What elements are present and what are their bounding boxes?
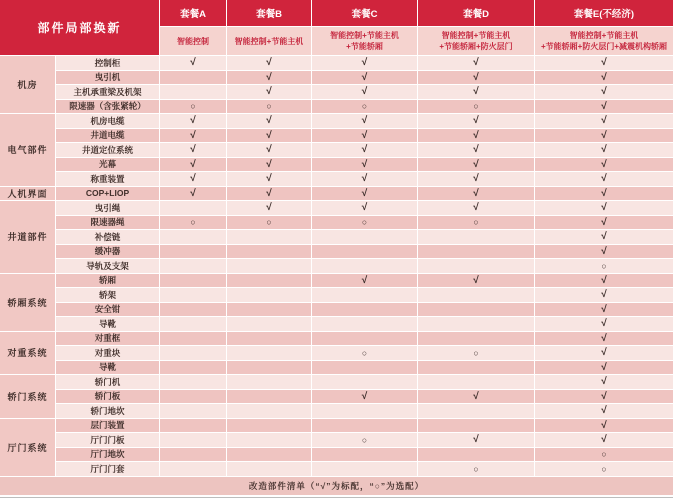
empty-mark: [418, 259, 534, 273]
empty-mark: [312, 303, 417, 317]
optional-mark: ○: [535, 448, 673, 462]
optional-mark: ○: [227, 100, 311, 114]
standard-mark: √: [418, 172, 534, 186]
empty-mark: [227, 317, 311, 331]
standard-mark: √: [418, 71, 534, 85]
standard-mark: √: [418, 143, 534, 157]
empty-mark: [160, 259, 226, 273]
empty-mark: [227, 433, 311, 447]
optional-mark: ○: [160, 100, 226, 114]
standard-mark: √: [535, 187, 673, 201]
optional-mark: ○: [418, 346, 534, 360]
standard-mark: √: [312, 158, 417, 172]
empty-mark: [312, 361, 417, 375]
package-description-line: 智能控制+节能主机: [234, 36, 304, 46]
standard-mark: √: [418, 114, 534, 128]
standard-mark: √: [312, 71, 417, 85]
standard-mark: √: [227, 129, 311, 143]
package-description-line: 智能控制+节能主机: [441, 31, 511, 40]
empty-mark: [312, 375, 417, 389]
standard-mark: √: [312, 56, 417, 70]
empty-mark: [418, 245, 534, 259]
item-label: 导轨及支架: [56, 259, 159, 273]
package-description: [312, 27, 417, 55]
standard-mark: √: [160, 187, 226, 201]
empty-mark: [160, 419, 226, 433]
item-label: 控制柜: [56, 56, 159, 70]
empty-mark: [227, 332, 311, 346]
standard-mark: √: [535, 433, 673, 447]
standard-mark: √: [312, 390, 417, 404]
empty-mark: [227, 375, 311, 389]
group-label-机房: 机房: [0, 56, 55, 113]
standard-mark: √: [535, 303, 673, 317]
item-label: 轿架: [56, 288, 159, 302]
standard-mark: √: [535, 100, 673, 114]
optional-mark: ○: [418, 216, 534, 230]
empty-mark: [312, 230, 417, 244]
standard-mark: √: [418, 129, 534, 143]
empty-mark: [312, 317, 417, 331]
item-label: 限速器（含张紧轮）: [56, 100, 159, 114]
empty-mark: [160, 303, 226, 317]
package-description-line: +节能轿厢+防火层门+减震机构轿厢: [540, 42, 667, 51]
empty-mark: [160, 375, 226, 389]
empty-mark: [418, 361, 534, 375]
standard-mark: √: [227, 114, 311, 128]
standard-mark: √: [160, 56, 226, 70]
empty-mark: [227, 288, 311, 302]
empty-mark: [160, 448, 226, 462]
standard-mark: √: [160, 172, 226, 186]
group-label-对重系统: 对重系统: [0, 332, 55, 375]
empty-mark: [418, 332, 534, 346]
standard-mark: √: [535, 216, 673, 230]
package-header: 套餐E(不经济): [535, 0, 673, 26]
group-label-轿厢系统: 轿厢系统: [0, 274, 55, 331]
standard-mark: √: [535, 85, 673, 99]
empty-mark: [160, 346, 226, 360]
standard-mark: √: [535, 274, 673, 288]
empty-mark: [312, 259, 417, 273]
standard-mark: √: [535, 332, 673, 346]
standard-mark: √: [227, 56, 311, 70]
empty-mark: [418, 419, 534, 433]
optional-mark: ○: [227, 216, 311, 230]
package-description-line: 智能控制+节能主机: [569, 31, 639, 40]
item-label: 称重装置: [56, 172, 159, 186]
standard-mark: √: [535, 56, 673, 70]
empty-mark: [160, 433, 226, 447]
standard-mark: √: [418, 274, 534, 288]
package-header: 套餐B: [227, 0, 311, 26]
package-description-line: 智能控制: [177, 36, 209, 46]
empty-mark: [418, 375, 534, 389]
standard-mark: √: [535, 317, 673, 331]
item-label: 主机承重梁及机架: [56, 85, 159, 99]
empty-mark: [418, 288, 534, 302]
optional-mark: ○: [312, 216, 417, 230]
item-label: 对重块: [56, 346, 159, 360]
empty-mark: [160, 361, 226, 375]
standard-mark: √: [227, 201, 311, 215]
standard-mark: √: [227, 71, 311, 85]
group-label-电气部件: 电气部件: [0, 114, 55, 186]
package-header: 套餐C: [312, 0, 417, 26]
empty-mark: [160, 404, 226, 418]
empty-mark: [312, 404, 417, 418]
empty-mark: [160, 201, 226, 215]
standard-mark: √: [535, 129, 673, 143]
optional-mark: ○: [535, 462, 673, 476]
standard-mark: √: [535, 114, 673, 128]
item-label: 轿厢: [56, 274, 159, 288]
empty-mark: [227, 448, 311, 462]
optional-mark: ○: [418, 462, 534, 476]
standard-mark: √: [418, 390, 534, 404]
empty-mark: [418, 404, 534, 418]
group-label-人机界面: 人机界面: [0, 187, 55, 201]
empty-mark: [418, 317, 534, 331]
item-label: 曳引机: [56, 71, 159, 85]
standard-mark: √: [227, 158, 311, 172]
standard-mark: √: [418, 201, 534, 215]
empty-mark: [227, 390, 311, 404]
optional-mark: ○: [312, 100, 417, 114]
item-label: 井道定位系统: [56, 143, 159, 157]
item-label: 轿门板: [56, 390, 159, 404]
standard-mark: √: [535, 361, 673, 375]
group-label-井道部件: 井道部件: [0, 201, 55, 273]
item-label: 井道电缆: [56, 129, 159, 143]
standard-mark: √: [535, 404, 673, 418]
empty-mark: [312, 288, 417, 302]
optional-mark: ○: [160, 216, 226, 230]
standard-mark: √: [312, 172, 417, 186]
standard-mark: √: [535, 390, 673, 404]
group-label-厅门系统: 厅门系统: [0, 419, 55, 476]
standard-mark: √: [312, 187, 417, 201]
empty-mark: [312, 448, 417, 462]
standard-mark: √: [535, 143, 673, 157]
optional-mark: ○: [312, 433, 417, 447]
table-title: 部件局部换新: [0, 0, 159, 55]
package-description: [160, 27, 226, 55]
empty-mark: [312, 419, 417, 433]
standard-mark: √: [160, 158, 226, 172]
standard-mark: √: [227, 143, 311, 157]
package-description: [418, 27, 534, 55]
empty-mark: [227, 462, 311, 476]
empty-mark: [227, 230, 311, 244]
empty-mark: [227, 404, 311, 418]
package-description: [227, 27, 311, 55]
standard-mark: √: [418, 187, 534, 201]
empty-mark: [160, 332, 226, 346]
standard-mark: √: [418, 158, 534, 172]
item-label: 缓冲器: [56, 245, 159, 259]
item-label: 安全钳: [56, 303, 159, 317]
empty-mark: [227, 361, 311, 375]
standard-mark: √: [535, 419, 673, 433]
empty-mark: [227, 346, 311, 360]
standard-mark: √: [227, 187, 311, 201]
package-description-line: +节能轿厢+防火层门: [439, 42, 513, 51]
empty-mark: [418, 230, 534, 244]
standard-mark: √: [418, 85, 534, 99]
item-label: 轿门地坎: [56, 404, 159, 418]
standard-mark: √: [535, 346, 673, 360]
item-label: COP+LIOP: [56, 187, 159, 201]
standard-mark: √: [227, 172, 311, 186]
package-header: 套餐D: [418, 0, 534, 26]
empty-mark: [160, 245, 226, 259]
standard-mark: √: [160, 143, 226, 157]
standard-mark: √: [535, 71, 673, 85]
empty-mark: [227, 245, 311, 259]
item-label: 对重框: [56, 332, 159, 346]
empty-mark: [227, 303, 311, 317]
standard-mark: √: [312, 143, 417, 157]
standard-mark: √: [160, 129, 226, 143]
empty-mark: [160, 462, 226, 476]
optional-mark: ○: [418, 100, 534, 114]
standard-mark: √: [160, 114, 226, 128]
empty-mark: [227, 419, 311, 433]
empty-mark: [312, 245, 417, 259]
standard-mark: √: [312, 85, 417, 99]
item-label: 导靴: [56, 317, 159, 331]
package-description-line: 智能控制+节能主机: [330, 31, 399, 40]
optional-mark: ○: [535, 259, 673, 273]
empty-mark: [160, 390, 226, 404]
empty-mark: [312, 462, 417, 476]
empty-mark: [160, 230, 226, 244]
package-description-line: +节能轿厢: [346, 42, 383, 51]
standard-mark: √: [227, 85, 311, 99]
package-header: 套餐A: [160, 0, 226, 26]
standard-mark: √: [535, 288, 673, 302]
standard-mark: √: [312, 274, 417, 288]
package-description: [535, 27, 673, 55]
item-label: 厅门门套: [56, 462, 159, 476]
footer-note: 改造部件清单（“√”为标配，“○”为选配）: [0, 477, 673, 495]
item-label: 机房电缆: [56, 114, 159, 128]
empty-mark: [418, 448, 534, 462]
empty-mark: [227, 259, 311, 273]
bottom-divider: [0, 497, 673, 498]
standard-mark: √: [312, 114, 417, 128]
empty-mark: [160, 71, 226, 85]
standard-mark: √: [535, 201, 673, 215]
standard-mark: √: [312, 129, 417, 143]
empty-mark: [418, 303, 534, 317]
empty-mark: [160, 288, 226, 302]
item-label: 厅门地坎: [56, 448, 159, 462]
standard-mark: √: [535, 245, 673, 259]
group-label-轿门系统: 轿门系统: [0, 375, 55, 418]
item-label: 补偿链: [56, 230, 159, 244]
item-label: 光幕: [56, 158, 159, 172]
item-label: 轿门机: [56, 375, 159, 389]
empty-mark: [160, 85, 226, 99]
standard-mark: √: [535, 172, 673, 186]
standard-mark: √: [418, 56, 534, 70]
optional-mark: ○: [312, 346, 417, 360]
item-label: 导靴: [56, 361, 159, 375]
empty-mark: [312, 332, 417, 346]
standard-mark: √: [312, 201, 417, 215]
empty-mark: [160, 274, 226, 288]
item-label: 厅门门板: [56, 433, 159, 447]
item-label: 曳引绳: [56, 201, 159, 215]
standard-mark: √: [535, 230, 673, 244]
empty-mark: [160, 317, 226, 331]
item-label: 限速器绳: [56, 216, 159, 230]
empty-mark: [227, 274, 311, 288]
item-label: 层门装置: [56, 419, 159, 433]
standard-mark: √: [535, 158, 673, 172]
standard-mark: √: [418, 433, 534, 447]
standard-mark: √: [535, 375, 673, 389]
